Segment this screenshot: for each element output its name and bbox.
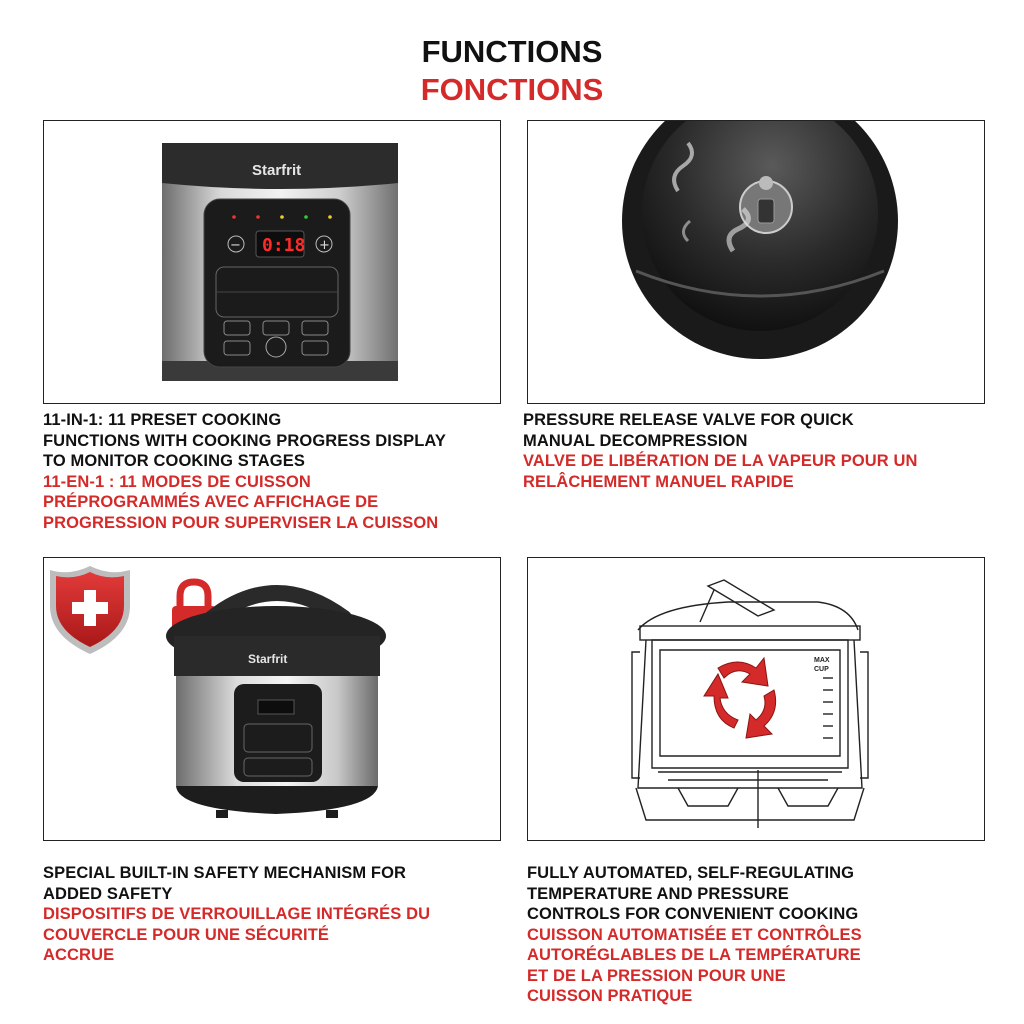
pressure-valve-photo (528, 121, 983, 402)
caption-pressure-valve (523, 410, 993, 492)
safety-photo (44, 558, 499, 839)
caption-automation (527, 863, 997, 1007)
caption-preset-functions-fr: 11-EN-1 : 11 MODES DE CUISSON PRÉPROGRAMMÉS AVEC AFFICHAGE DE PROGRESSION POUR SUPERVISER LA CUISSON (43, 472, 439, 532)
control-panel-photo (44, 121, 499, 402)
caption-preset-functions-en: 11-IN-1: 11 PRESET COOKING FUNCTIONS WITH COOKING PROGRESS DISPLAY TO MONITOR COOKING STAGES (43, 411, 446, 470)
page-title: FUNCTIONS (421, 34, 603, 69)
plus-button-glyph: + (319, 238, 330, 253)
control-panel-image-frame (43, 120, 501, 404)
recycle-arrows-icon (704, 658, 776, 738)
brand-logo-small: Starfrit (248, 652, 288, 666)
caption-safety (43, 863, 513, 966)
swiss-shield-icon (50, 566, 130, 654)
caption-automation-en: FULLY AUTOMATED, SELF-REGULATING TEMPERATURE AND PRESSURE CONTROLS FOR CONVENIENT COOKING (527, 864, 859, 923)
caption-safety-fr: DISPOSITIFS DE VERROUILLAGE INTÉGRÉS DU COUVERCLE POUR UNE SÉCURITÉ ACCRUE (43, 905, 431, 964)
safety-image-frame (43, 557, 501, 841)
cup-fill-label: CUP (814, 666, 829, 673)
pressure-valve-image-frame (527, 120, 985, 404)
minus-button-glyph: − (230, 238, 241, 253)
caption-safety-en: SPECIAL BUILT-IN SAFETY MECHANISM FOR ADDED SAFETY (43, 864, 407, 903)
caption-automation-fr: CUISSON AUTOMATISÉE ET CONTRÔLES AUTORÉGLABLES DE LA TEMPÉRATURE ET DE LA PRESSION POUR UNE CUISSON PRATIQUE (527, 925, 862, 1005)
caption-pressure-valve-en: PRESSURE RELEASE VALVE FOR QUICK MANUAL DECOMPRESSION (523, 411, 854, 450)
cutaway-diagram (528, 558, 983, 839)
max-fill-label: MAX (814, 657, 830, 664)
cutaway-diagram-frame (527, 557, 985, 841)
led-display-time: 0:18 (262, 235, 306, 256)
caption-pressure-valve-fr: VALVE DE LIBÉRATION DE LA VAPEUR POUR UN RELÂCHEMENT MANUEL RAPIDE (523, 452, 918, 491)
caption-preset-functions (43, 410, 513, 533)
page-title-french: FONCTIONS (420, 72, 604, 107)
brand-logo: Starfrit (252, 162, 302, 179)
